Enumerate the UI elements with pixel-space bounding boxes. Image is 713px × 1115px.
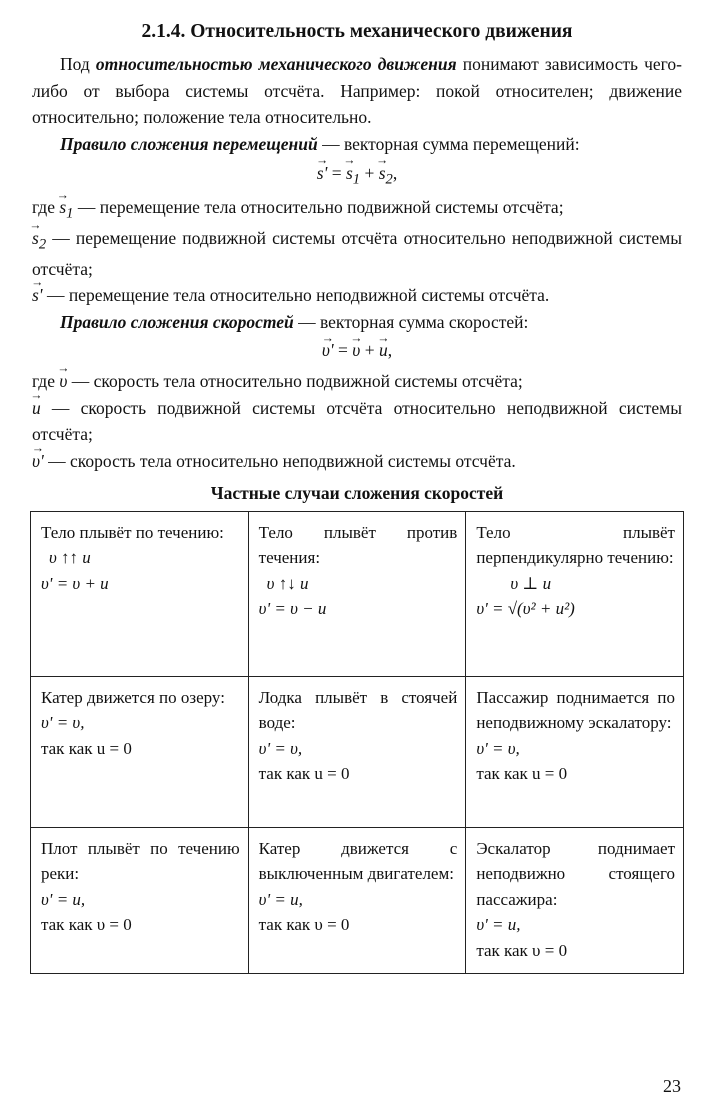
table-cell	[31, 827, 249, 974]
table-row	[31, 676, 684, 827]
formula-v-prime: → υ'	[322, 337, 334, 364]
table-caption: Частные случаи сложения скоростей	[210, 483, 504, 504]
displacement-def-3	[32, 282, 682, 309]
table-cell	[466, 511, 684, 676]
case-formula: υ' = υ,	[258, 738, 303, 758]
def-symbol: → s	[59, 194, 66, 221]
displacement-def-2	[32, 225, 682, 282]
formula-equals: =	[333, 340, 353, 361]
case-relation: υ ↑↑ u	[49, 548, 91, 568]
formula-comma: ,	[392, 162, 398, 183]
case-description: Тело плывёт против течения:	[258, 522, 458, 568]
case-note: так как υ = 0	[41, 915, 132, 935]
case-formula: υ' = υ + u	[41, 573, 109, 593]
intro-lead: Под	[60, 54, 96, 75]
velocity-rule-term: Правило сложения скоростей	[60, 311, 294, 332]
case-description: Эскалатор поднимает неподвижно стоящего пассажира:	[476, 838, 675, 909]
case-formula: υ' = u,	[476, 915, 521, 935]
case-note: так как u = 0	[476, 764, 568, 784]
velocity-def-3	[32, 448, 682, 475]
table-row	[31, 827, 684, 974]
case-note: так как u = 0	[41, 738, 132, 758]
def-text: — скорость тела относительно подвижной системы отсчёта;	[67, 371, 523, 392]
def-text: — перемещение подвижной системы отсчёта относительно неподвижной системы отсчёта;	[32, 227, 682, 279]
case-formula: υ' = υ − u	[258, 599, 327, 619]
case-note: так как υ = 0	[258, 915, 350, 935]
intro-paragraph	[32, 51, 682, 131]
def-text: — скорость тела относительно неподвижной системы отсчёта.	[43, 450, 516, 471]
page-content	[32, 18, 682, 974]
formula-v: → υ	[352, 337, 360, 364]
displacement-rule-term: Правило сложения перемещений	[60, 134, 318, 155]
def-prefix: где	[32, 197, 60, 218]
page-number: 23	[663, 1076, 681, 1096]
def-symbol-sub: 2	[38, 236, 47, 253]
case-formula: υ' = υ,	[476, 738, 520, 758]
case-description: Тело плывёт по течению:	[41, 522, 224, 542]
case-relation: υ ↑↓ u	[266, 573, 309, 593]
def-prefix: где	[32, 371, 60, 392]
velocity-def-1	[32, 368, 682, 395]
formula-s2: → s	[379, 160, 386, 187]
table-row	[31, 511, 684, 676]
table-cell	[248, 676, 466, 827]
intro-term: относительностью механического движения	[95, 54, 457, 75]
def-symbol: → υ'	[32, 448, 44, 475]
case-description: Пассажир поднимается по неподвижному эскалатору:	[476, 687, 675, 733]
formula-plus: +	[360, 162, 379, 183]
def-symbol-sub: 1	[66, 205, 74, 222]
velocity-rule-text: — векторная сумма скоростей:	[293, 311, 529, 332]
velocity-def-2	[32, 395, 682, 448]
table-cell	[466, 827, 684, 974]
def-symbol: → u	[32, 395, 41, 422]
case-formula: υ' = u,	[41, 889, 86, 909]
case-formula: υ' = √(υ² + u²)	[476, 599, 575, 619]
formula-s2-sub: 2	[385, 171, 393, 188]
formula-plus: +	[360, 340, 379, 361]
formula-s1-sub: 1	[352, 171, 361, 188]
section-title: 2.1.4. Относительность механического движения	[141, 21, 573, 42]
case-description: Тело плывёт перпендикулярно течению:	[476, 522, 675, 568]
def-symbol: → υ	[59, 368, 67, 395]
displacement-def-1	[32, 194, 682, 225]
formula-s-prime: → s'	[317, 160, 328, 187]
velocity-cases-table	[30, 511, 684, 975]
case-description: Катер движется с выключенным двигателем:	[258, 838, 458, 884]
intro-rest: понимают зависимость чего-либо от выбора системы отсчёта. Например: покой относителен; движение относительно; положение тела относительно.	[32, 54, 682, 128]
displacement-rule-text: — векторная сумма перемещений:	[317, 134, 580, 155]
def-text: — перемещение тела относительно неподвижной системы отсчёта.	[42, 285, 550, 306]
displacement-formula	[32, 160, 682, 191]
case-relation: υ ⊥ u	[510, 573, 552, 593]
formula-equals: =	[327, 162, 346, 183]
table-cell	[31, 676, 249, 827]
formula-comma: ,	[387, 340, 393, 361]
table-cell	[466, 676, 684, 827]
formula-u: → u	[379, 337, 388, 364]
case-note: так как u = 0	[258, 764, 350, 784]
table-cell	[248, 827, 466, 974]
displacement-rule-paragraph	[32, 131, 682, 158]
table-cell	[248, 511, 466, 676]
def-text: — скорость подвижной системы отсчёта относительно неподвижной системы отсчёта;	[32, 397, 682, 445]
case-note: так как υ = 0	[476, 940, 568, 960]
case-description: Катер движется по озеру:	[41, 687, 225, 707]
def-text: — перемещение тела относительно подвижной системы отсчёта;	[73, 197, 564, 218]
case-description: Плот плывёт по течению реки:	[41, 838, 240, 884]
case-formula: υ' = υ,	[41, 713, 85, 733]
table-cell	[31, 511, 249, 676]
formula-s1: → s	[346, 160, 353, 187]
case-description: Лодка плывёт в стоячей воде:	[258, 687, 458, 733]
def-symbol: → s'	[32, 282, 43, 309]
case-formula: υ' = u,	[258, 889, 303, 909]
def-symbol: → s	[32, 225, 39, 252]
velocity-formula	[32, 337, 682, 364]
